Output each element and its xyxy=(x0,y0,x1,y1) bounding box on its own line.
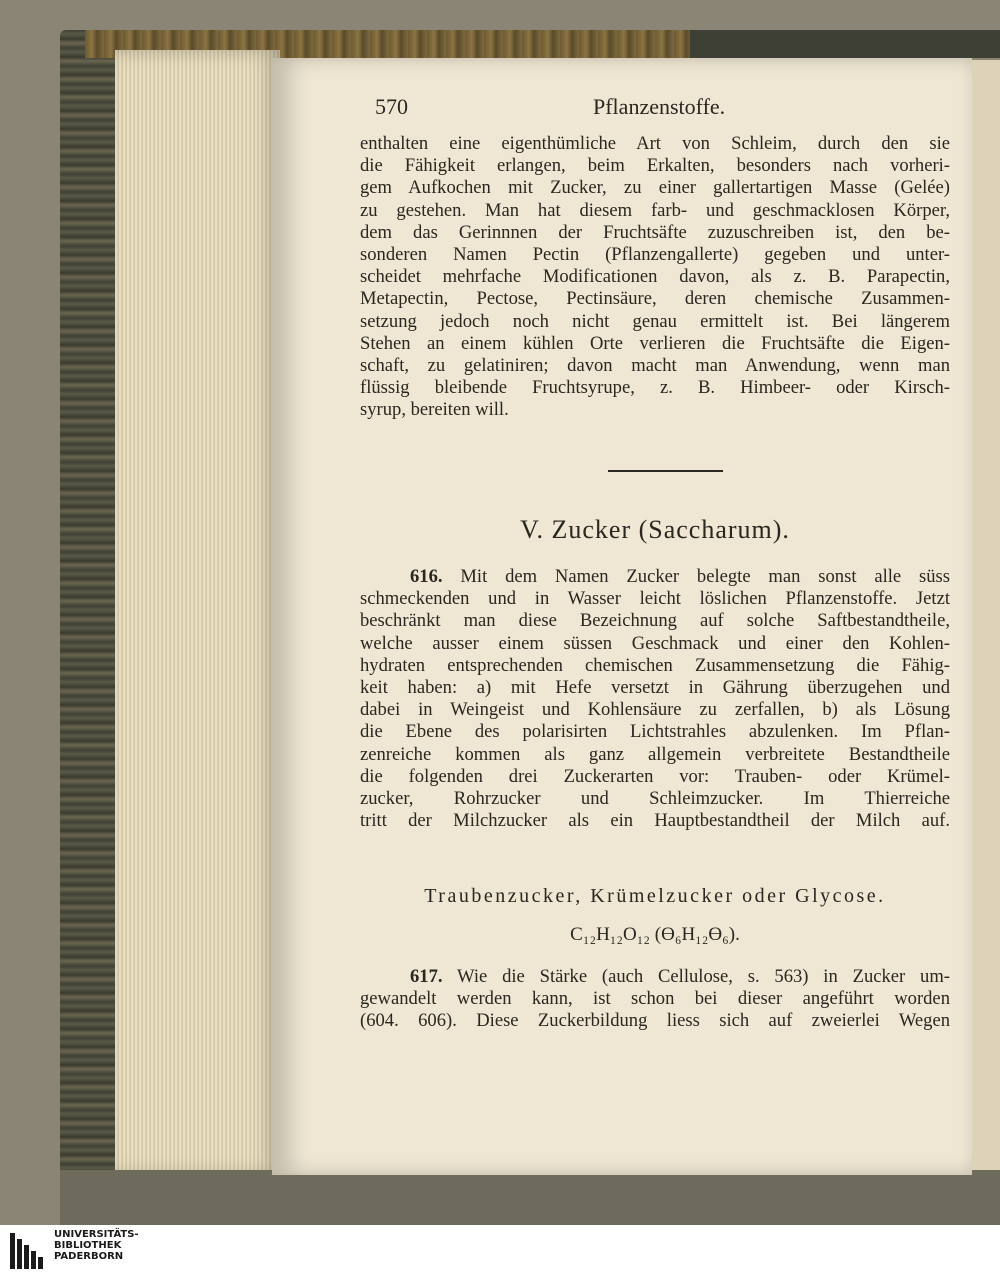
paragraph-number: 617. xyxy=(410,966,443,987)
text-line: sonderen Namen Pectin (Pflanzengallerte) gegeben und unter- xyxy=(360,244,950,266)
page-number: 570 xyxy=(375,94,408,119)
chemical-formula: C₁₂H₁₂O₁₂ (Ɵ₆H₁₂Ɵ₆). xyxy=(570,924,740,945)
section-title: V. Zucker (Saccharum). xyxy=(520,515,790,544)
text-line: (604. 606). Diese Zuckerbildung liess sich auf zweierlei Wegen xyxy=(360,1010,950,1032)
text-line: Stehen an einem kühlen Orte verlieren die Fruchtsäfte die Eigen- xyxy=(360,332,950,354)
text-line: Metapectin, Pectose, Pectinsäure, deren chemische Zusammen- xyxy=(360,288,950,310)
library-logo-icon xyxy=(10,1233,46,1269)
paragraph-617 xyxy=(360,966,950,1033)
text-line: dabei in Weingeist und Kohlensäure zu zerfallen, b) als Lösung xyxy=(360,699,950,721)
section-divider xyxy=(608,470,723,472)
text-line: schmeckenden und in Wasser leicht löslichen Pflanzenstoffe. Jetzt xyxy=(360,588,950,610)
text-line: zu gestehen. Man hat diesem farb- und geschmacklosen Körper, xyxy=(360,199,950,221)
text-line: scheidet mehrfache Modificationen davon, als z. B. Parapectin, xyxy=(360,266,950,288)
text-line: keit haben: a) mit Hefe versetzt in Gährung überzugehen und xyxy=(360,677,950,699)
text-line: flüssig bleibende Fruchtsyrupe, z. B. Himbeer- oder Kirsch- xyxy=(360,377,950,399)
book-cover-top-edge-right xyxy=(690,30,1000,58)
text-line: 617. Wie die Stärke (auch Cellulose, s. 563) in Zucker um- xyxy=(410,966,951,987)
text-line: zucker, Rohrzucker und Schleimzucker. Im Thierreiche xyxy=(360,788,950,810)
paragraph-616 xyxy=(360,566,950,832)
text-line: gem Aufkochen mit Zucker, zu einer gallertartigen Masse (Gelée) xyxy=(360,177,950,199)
text-line: gewandelt werden kann, ist schon bei dieser angeführt worden xyxy=(360,988,950,1010)
book-spine xyxy=(60,30,120,1210)
text-line: syrup, bereiten will. xyxy=(360,399,509,421)
page-header xyxy=(375,94,975,124)
paragraph-number: 616. xyxy=(410,566,443,587)
running-title: Pflanzenstoffe. xyxy=(593,94,726,119)
text-line: setzung jedoch noch nicht genau ermittelt ist. Bei längerem xyxy=(360,310,950,332)
page-edges xyxy=(115,50,280,1175)
text-line: die folgenden drei Zuckerarten vor: Trauben- oder Krümel- xyxy=(360,765,950,787)
paragraph-pectin xyxy=(360,133,950,422)
text-line: die Ebene des polarisirten Lichtstrahles abzulenken. Im Pflan- xyxy=(360,721,950,743)
text-line: beschränkt man diese Bezeichnung auf solche Saftbestandtheile, xyxy=(360,610,950,632)
subsection-title: Traubenzucker, Krümelzucker oder Glycose. xyxy=(424,885,886,907)
text-line: schaft, zu gelatiniren; davon macht man Anwendung, wenn man xyxy=(360,355,950,377)
text-line: welche ausser einem süssen Geschmack und einer den Kohlen- xyxy=(360,632,950,654)
text-line: die Fähigkeit erlangen, beim Erkalten, besonders nach vorheri- xyxy=(360,155,950,177)
text-line: dem das Gerinnnen der Fruchtsäfte zuzuschreiben ist, den be- xyxy=(360,221,950,243)
book-bottom xyxy=(60,1170,1000,1225)
library-logo xyxy=(0,1225,1000,1275)
facing-page-edge xyxy=(968,60,1000,1170)
text-line: hydraten entsprechenden chemischen Zusammensetzung die Fähig- xyxy=(360,654,950,676)
text-line: 616. Mit dem Namen Zucker belegte man sonst alle süss xyxy=(410,566,950,587)
text-line: zenreiche kommen als ganz allgemein verbreitete Bestandtheile xyxy=(360,743,950,765)
library-logo-text: UNIVERSITÄTS- BIBLIOTHEK PADERBORN xyxy=(54,1229,139,1262)
text-line: tritt der Milchzucker als ein Hauptbestandtheil der Milch auf. xyxy=(360,810,950,832)
text-line: enthalten eine eigenthümliche Art von Schleim, durch den sie xyxy=(360,133,950,154)
